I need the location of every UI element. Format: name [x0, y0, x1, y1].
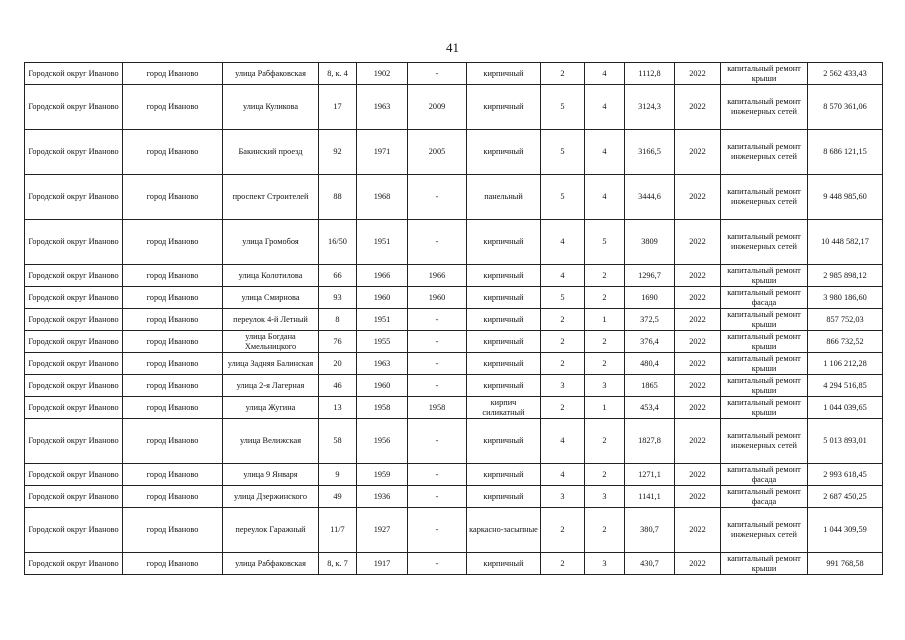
- cell-year-reconstructed: -: [408, 309, 467, 331]
- table-row: [25, 287, 883, 309]
- cell-municipality: Городской округ Иваново: [25, 85, 123, 130]
- cell-area: 3166,5: [625, 130, 675, 175]
- cell-year-reconstructed: -: [408, 486, 467, 508]
- cell-municipality: Городской округ Иваново: [25, 220, 123, 265]
- cell-cost: 866 732,52: [808, 331, 883, 353]
- cell-year-reconstructed: 2009: [408, 85, 467, 130]
- cell-floors: 4: [541, 265, 585, 287]
- table-row: [25, 553, 883, 575]
- cell-city: город Иваново: [123, 85, 223, 130]
- cell-wall-material: кирпичный: [467, 309, 541, 331]
- cell-cost: 10 448 582,17: [808, 220, 883, 265]
- cell-municipality: Городской округ Иваново: [25, 63, 123, 85]
- cell-floors: 2: [541, 331, 585, 353]
- cell-city: город Иваново: [123, 419, 223, 464]
- cell-planned-year: 2022: [675, 130, 721, 175]
- cell-planned-year: 2022: [675, 309, 721, 331]
- cell-year-built: 1960: [357, 287, 408, 309]
- table-row: [25, 85, 883, 130]
- cell-cost: 5 013 893,01: [808, 419, 883, 464]
- cell-cost: 1 044 309,59: [808, 508, 883, 553]
- cell-year-reconstructed: 1960: [408, 287, 467, 309]
- cell-cost: 8 686 121,15: [808, 130, 883, 175]
- cell-planned-year: 2022: [675, 265, 721, 287]
- cell-area: 3124,3: [625, 85, 675, 130]
- cell-house: 92: [319, 130, 357, 175]
- cell-entrances: 5: [585, 220, 625, 265]
- cell-floors: 4: [541, 220, 585, 265]
- cell-repair-type: капитальный ремонт крыши: [721, 63, 808, 85]
- cell-area: 453,4: [625, 397, 675, 419]
- cell-planned-year: 2022: [675, 464, 721, 486]
- cell-municipality: Городской округ Иваново: [25, 464, 123, 486]
- cell-year-built: 1958: [357, 397, 408, 419]
- cell-entrances: 1: [585, 309, 625, 331]
- cell-street: проспект Строителей: [223, 175, 319, 220]
- cell-cost: 991 768,58: [808, 553, 883, 575]
- cell-wall-material: кирпичный: [467, 287, 541, 309]
- cell-planned-year: 2022: [675, 220, 721, 265]
- cell-year-reconstructed: -: [408, 353, 467, 375]
- cell-year-reconstructed: 1966: [408, 265, 467, 287]
- cell-wall-material: кирпичный: [467, 85, 541, 130]
- cell-street: улица Колотилова: [223, 265, 319, 287]
- cell-municipality: Городской округ Иваново: [25, 331, 123, 353]
- table-row: [25, 175, 883, 220]
- cell-cost: 1 106 212,28: [808, 353, 883, 375]
- cell-entrances: 2: [585, 287, 625, 309]
- cell-area: 3444,6: [625, 175, 675, 220]
- cell-house: 8, к. 4: [319, 63, 357, 85]
- cell-municipality: Городской округ Иваново: [25, 553, 123, 575]
- cell-city: город Иваново: [123, 464, 223, 486]
- cell-year-built: 1968: [357, 175, 408, 220]
- cell-entrances: 2: [585, 508, 625, 553]
- cell-city: город Иваново: [123, 553, 223, 575]
- cell-street: улица Смирнова: [223, 287, 319, 309]
- cell-cost: 4 294 516,85: [808, 375, 883, 397]
- cell-year-built: 1927: [357, 508, 408, 553]
- cell-house: 8: [319, 309, 357, 331]
- cell-entrances: 3: [585, 375, 625, 397]
- cell-planned-year: 2022: [675, 486, 721, 508]
- cell-cost: 3 980 186,60: [808, 287, 883, 309]
- cell-entrances: 4: [585, 63, 625, 85]
- cell-area: 1141,1: [625, 486, 675, 508]
- cell-entrances: 2: [585, 353, 625, 375]
- cell-planned-year: 2022: [675, 553, 721, 575]
- cell-planned-year: 2022: [675, 375, 721, 397]
- cell-area: 430,7: [625, 553, 675, 575]
- cell-city: город Иваново: [123, 130, 223, 175]
- cell-year-built: 1959: [357, 464, 408, 486]
- cell-city: город Иваново: [123, 397, 223, 419]
- cell-floors: 2: [541, 397, 585, 419]
- cell-street: улица Куликова: [223, 85, 319, 130]
- cell-municipality: Городской округ Иваново: [25, 265, 123, 287]
- cell-area: 1827,8: [625, 419, 675, 464]
- cell-entrances: 4: [585, 130, 625, 175]
- cell-floors: 4: [541, 464, 585, 486]
- cell-repair-type: капитальный ремонт крыши: [721, 397, 808, 419]
- cell-street: улица Дзержинского: [223, 486, 319, 508]
- cell-year-reconstructed: -: [408, 464, 467, 486]
- cell-house: 49: [319, 486, 357, 508]
- cell-entrances: 1: [585, 397, 625, 419]
- cell-area: 1271,1: [625, 464, 675, 486]
- cell-year-built: 1902: [357, 63, 408, 85]
- table-row: [25, 309, 883, 331]
- cell-repair-type: капитальный ремонт инженерных сетей: [721, 419, 808, 464]
- cell-entrances: 3: [585, 553, 625, 575]
- cell-year-reconstructed: -: [408, 63, 467, 85]
- cell-wall-material: кирпичный: [467, 486, 541, 508]
- cell-year-reconstructed: 2005: [408, 130, 467, 175]
- cell-planned-year: 2022: [675, 85, 721, 130]
- cell-house: 20: [319, 353, 357, 375]
- cell-area: 1112,8: [625, 63, 675, 85]
- cell-cost: 857 752,03: [808, 309, 883, 331]
- table-row: [25, 464, 883, 486]
- cell-repair-type: капитальный ремонт инженерных сетей: [721, 85, 808, 130]
- cell-city: город Иваново: [123, 265, 223, 287]
- cell-street: улица Рабфаковская: [223, 63, 319, 85]
- cell-municipality: Городской округ Иваново: [25, 175, 123, 220]
- cell-wall-material: кирпичный: [467, 553, 541, 575]
- cell-entrances: 2: [585, 265, 625, 287]
- cell-wall-material: кирпичный: [467, 265, 541, 287]
- cell-area: 1296,7: [625, 265, 675, 287]
- cell-municipality: Городской округ Иваново: [25, 486, 123, 508]
- cell-house: 58: [319, 419, 357, 464]
- cell-municipality: Городской округ Иваново: [25, 508, 123, 553]
- table-row: [25, 508, 883, 553]
- cell-house: 88: [319, 175, 357, 220]
- cell-year-built: 1917: [357, 553, 408, 575]
- cell-street: улица Рабфаковская: [223, 553, 319, 575]
- cell-wall-material: кирпичный: [467, 419, 541, 464]
- cell-city: город Иваново: [123, 220, 223, 265]
- cell-city: город Иваново: [123, 175, 223, 220]
- cell-entrances: 3: [585, 486, 625, 508]
- cell-planned-year: 2022: [675, 175, 721, 220]
- cell-floors: 5: [541, 175, 585, 220]
- cell-cost: 2 993 618,45: [808, 464, 883, 486]
- cell-street: Бакинский проезд: [223, 130, 319, 175]
- cell-city: город Иваново: [123, 309, 223, 331]
- cell-year-built: 1966: [357, 265, 408, 287]
- cell-house: 8, к. 7: [319, 553, 357, 575]
- cell-wall-material: кирпичный: [467, 331, 541, 353]
- cell-municipality: Городской округ Иваново: [25, 309, 123, 331]
- cell-area: 376,4: [625, 331, 675, 353]
- cell-repair-type: капитальный ремонт крыши: [721, 375, 808, 397]
- cell-year-built: 1960: [357, 375, 408, 397]
- cell-floors: 5: [541, 85, 585, 130]
- cell-year-built: 1936: [357, 486, 408, 508]
- cell-house: 66: [319, 265, 357, 287]
- cell-entrances: 4: [585, 85, 625, 130]
- cell-floors: 5: [541, 287, 585, 309]
- cell-area: 3809: [625, 220, 675, 265]
- cell-street: улица Богдана Хмельницкого: [223, 331, 319, 353]
- cell-floors: 3: [541, 486, 585, 508]
- cell-planned-year: 2022: [675, 287, 721, 309]
- table-row: [25, 375, 883, 397]
- table-row: [25, 331, 883, 353]
- cell-area: 1690: [625, 287, 675, 309]
- cell-municipality: Городской округ Иваново: [25, 375, 123, 397]
- cell-entrances: 4: [585, 175, 625, 220]
- cell-year-built: 1955: [357, 331, 408, 353]
- cell-house: 11/7: [319, 508, 357, 553]
- cell-house: 17: [319, 85, 357, 130]
- cell-street: улица Задняя Балинская: [223, 353, 319, 375]
- cell-floors: 2: [541, 309, 585, 331]
- cell-cost: 2 985 898,12: [808, 265, 883, 287]
- cell-house: 76: [319, 331, 357, 353]
- cell-repair-type: капитальный ремонт инженерных сетей: [721, 130, 808, 175]
- cell-planned-year: 2022: [675, 63, 721, 85]
- cell-planned-year: 2022: [675, 331, 721, 353]
- cell-repair-type: капитальный ремонт крыши: [721, 353, 808, 375]
- cell-street: улица Громобоя: [223, 220, 319, 265]
- cell-cost: 9 448 985,60: [808, 175, 883, 220]
- cell-year-reconstructed: -: [408, 375, 467, 397]
- cell-year-built: 1963: [357, 353, 408, 375]
- cell-wall-material: кирпичный: [467, 464, 541, 486]
- cell-area: 380,7: [625, 508, 675, 553]
- cell-year-built: 1963: [357, 85, 408, 130]
- cell-city: город Иваново: [123, 375, 223, 397]
- cell-house: 46: [319, 375, 357, 397]
- cell-area: 372,5: [625, 309, 675, 331]
- cell-repair-type: капитальный ремонт крыши: [721, 265, 808, 287]
- cell-floors: 2: [541, 353, 585, 375]
- cell-city: город Иваново: [123, 353, 223, 375]
- buildings-table: [24, 62, 883, 575]
- cell-house: 16/50: [319, 220, 357, 265]
- cell-entrances: 2: [585, 419, 625, 464]
- cell-street: переулок 4-й Летный: [223, 309, 319, 331]
- cell-repair-type: капитальный ремонт фасада: [721, 287, 808, 309]
- table-body: [25, 63, 883, 575]
- cell-area: 480,4: [625, 353, 675, 375]
- cell-year-built: 1971: [357, 130, 408, 175]
- table-row: [25, 220, 883, 265]
- page-number: 41: [446, 40, 459, 55]
- cell-city: город Иваново: [123, 508, 223, 553]
- cell-city: город Иваново: [123, 331, 223, 353]
- cell-cost: 1 044 039,65: [808, 397, 883, 419]
- cell-year-reconstructed: 1958: [408, 397, 467, 419]
- cell-repair-type: капитальный ремонт крыши: [721, 553, 808, 575]
- cell-year-reconstructed: -: [408, 175, 467, 220]
- cell-wall-material: кирпичный: [467, 220, 541, 265]
- cell-municipality: Городской округ Иваново: [25, 353, 123, 375]
- cell-street: улица Жугина: [223, 397, 319, 419]
- cell-house: 93: [319, 287, 357, 309]
- cell-floors: 2: [541, 63, 585, 85]
- table-row: [25, 486, 883, 508]
- cell-floors: 3: [541, 375, 585, 397]
- cell-floors: 2: [541, 508, 585, 553]
- cell-wall-material: кирпичный: [467, 353, 541, 375]
- cell-wall-material: кирпичный: [467, 63, 541, 85]
- table-row: [25, 130, 883, 175]
- table-row: [25, 353, 883, 375]
- table-row: [25, 419, 883, 464]
- cell-planned-year: 2022: [675, 353, 721, 375]
- cell-entrances: 2: [585, 331, 625, 353]
- cell-city: город Иваново: [123, 63, 223, 85]
- cell-planned-year: 2022: [675, 419, 721, 464]
- cell-repair-type: капитальный ремонт крыши: [721, 331, 808, 353]
- cell-entrances: 2: [585, 464, 625, 486]
- cell-floors: 4: [541, 419, 585, 464]
- cell-house: 13: [319, 397, 357, 419]
- cell-planned-year: 2022: [675, 397, 721, 419]
- cell-repair-type: капитальный ремонт фасада: [721, 464, 808, 486]
- cell-wall-material: кирпичный: [467, 130, 541, 175]
- table-row: [25, 397, 883, 419]
- cell-municipality: Городской округ Иваново: [25, 397, 123, 419]
- cell-wall-material: кирпич силикатный: [467, 397, 541, 419]
- cell-year-reconstructed: -: [408, 331, 467, 353]
- cell-street: улица Велижская: [223, 419, 319, 464]
- cell-repair-type: капитальный ремонт инженерных сетей: [721, 175, 808, 220]
- cell-wall-material: панельный: [467, 175, 541, 220]
- cell-cost: 2 562 433,43: [808, 63, 883, 85]
- cell-street: улица 9 Января: [223, 464, 319, 486]
- cell-wall-material: кирпичный: [467, 375, 541, 397]
- cell-city: город Иваново: [123, 287, 223, 309]
- cell-year-built: 1951: [357, 309, 408, 331]
- cell-year-reconstructed: -: [408, 419, 467, 464]
- cell-year-reconstructed: -: [408, 508, 467, 553]
- table-row: [25, 63, 883, 85]
- cell-year-built: 1956: [357, 419, 408, 464]
- cell-planned-year: 2022: [675, 508, 721, 553]
- cell-wall-material: каркасно-засыпные: [467, 508, 541, 553]
- cell-floors: 5: [541, 130, 585, 175]
- cell-year-reconstructed: -: [408, 220, 467, 265]
- cell-street: улица 2-я Лагерная: [223, 375, 319, 397]
- cell-cost: 8 570 361,06: [808, 85, 883, 130]
- cell-cost: 2 687 450,25: [808, 486, 883, 508]
- cell-repair-type: капитальный ремонт инженерных сетей: [721, 220, 808, 265]
- cell-year-reconstructed: -: [408, 553, 467, 575]
- cell-repair-type: капитальный ремонт фасада: [721, 486, 808, 508]
- table-row: [25, 265, 883, 287]
- cell-floors: 2: [541, 553, 585, 575]
- cell-municipality: Городской округ Иваново: [25, 287, 123, 309]
- cell-repair-type: капитальный ремонт инженерных сетей: [721, 508, 808, 553]
- cell-street: переулок Гаражный: [223, 508, 319, 553]
- cell-house: 9: [319, 464, 357, 486]
- cell-year-built: 1951: [357, 220, 408, 265]
- cell-municipality: Городской округ Иваново: [25, 130, 123, 175]
- cell-area: 1865: [625, 375, 675, 397]
- cell-municipality: Городской округ Иваново: [25, 419, 123, 464]
- cell-repair-type: капитальный ремонт крыши: [721, 309, 808, 331]
- cell-city: город Иваново: [123, 486, 223, 508]
